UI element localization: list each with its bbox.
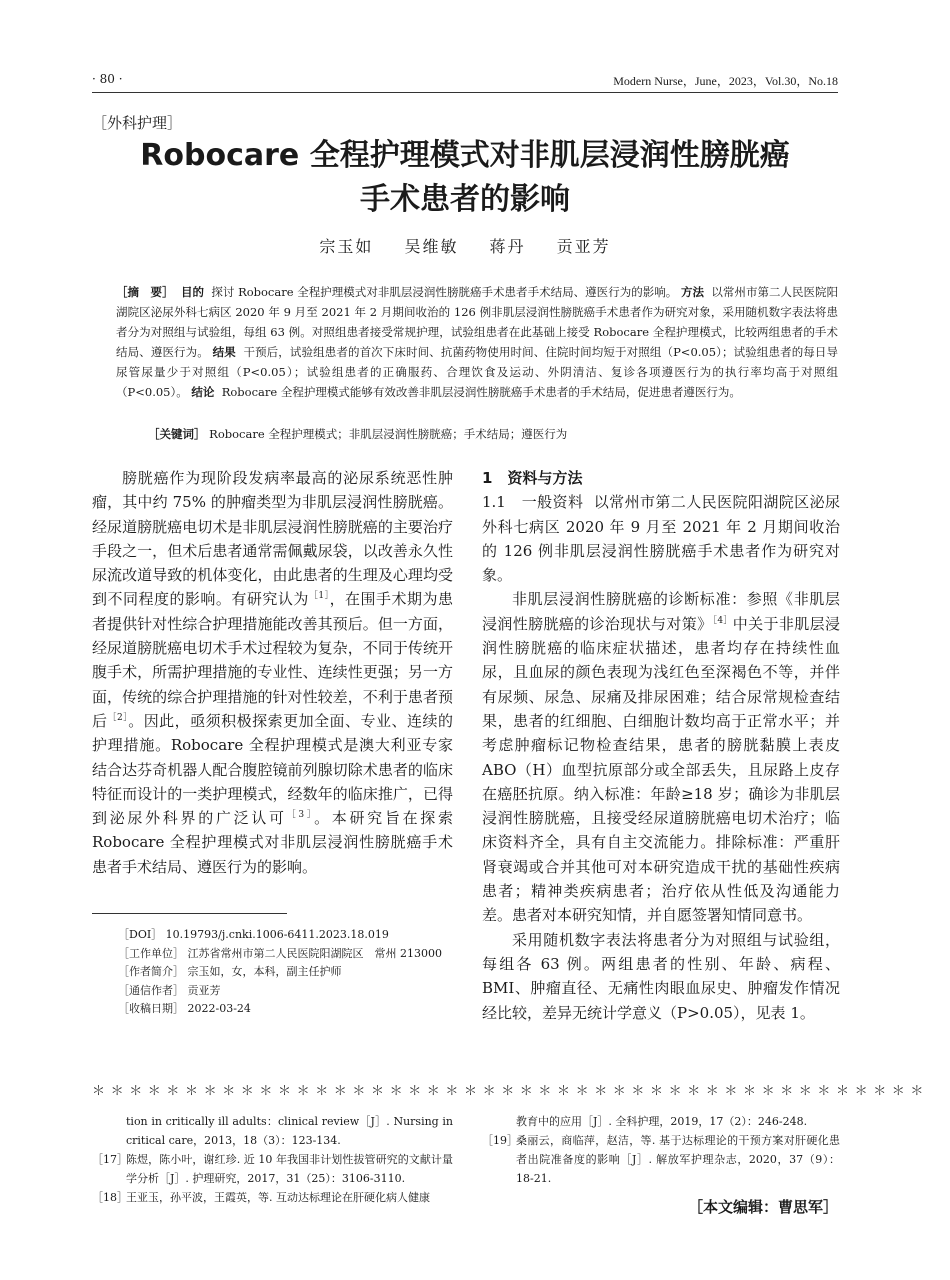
intro-paragraph: 膀胱癌作为现阶段发病率最高的泌尿系统恶性肿瘤，其中约 75% 的肿瘤类型为非肌层浸润性膀胱癌。经尿道膀胱癌电切术是非肌层浸润性膀胱癌的主要治疗手段之一，但术后患者通常需佩戴尿袋，以改善永久性尿流改道导致的机体变化，由此患者的生理及心理均受到不同程度的影响。有研究认为$^{[1]}$，在围手术期为患者提供针对性综合护理措施能改善其预后。但一方面，经尿道膀胱癌电切术手术过程较为复杂，不同于传统开腹手术，所需护理措施的专业性、连续性更强；另一方面，传统的综合护理措施的针对性较差，不利于患者预后$^{[2]}$。因此，亟须积极探索更加全面、专业、连续的护理措施。Robocare 全程护理模式是澳大利亚专家结合达芬奇机器人配合腹腔镜前列腺切除术患者的临床特征而设计的一类护理模式，经数年的临床推广，已得到泌尿外科界的广泛认可$^{[3]}$。本研究旨在探索 Robocare 全程护理模式对非肌层浸润性膀胱癌手术患者手术结局、遵医行为的影响。 xyxy=(92,469,453,876)
diagnosis-paragraph: 非肌层浸润性膀胱癌的诊断标准：参照《非肌层浸润性膀胱癌的诊治现状与对策》$^{[4]}$中关于非肌层浸润性膀胱癌的临床症状描述，患者均存在持续性血尿，且血尿的颜色表现为浅红色至深褐色不等，并伴有尿频、尿急、尿痛及排尿困难；结合尿常规检查结果，患者的红细胞、白细胞计数均高于正常水平；并考虑肿瘤标记物检查结果，患者的膀胱黏膜上表皮 ABO（H）血型抗原部分或全部丢失，且尿路上皮存在癌胚抗原。纳入标准：年龄≥18 岁；确诊为非肌层浸润性膀胱癌，且接受经尿道膀胱癌电切术治疗；临床资料齐全，具有自主交流能力。排除标准：严重肝肾衰竭或合并其他可对本研究造成干扰的基础性疾病患者；精神类疾病患者；治疗依从性低及沟通能力差。患者对本研究知情，并自愿签署知情同意书。 xyxy=(482,590,840,925)
references-left xyxy=(92,1112,453,1207)
reference-17: ［17］ 陈煜，陈小叶，谢红珍. 近 10 年我国非计划性拔管研究的文献计量学分析［J］. 护理研究，2017，31（25）：3106-3110. xyxy=(92,1153,453,1185)
doi[interactable]: ［DOI］ 10.19793/j.cnki.1006-6411.2023.18.019 xyxy=(118,928,389,941)
citation-3[interactable]: ［3］ xyxy=(286,810,315,821)
reference-continuation: 教育中的应用［J］. 全科护理，2019，17（2）：246-248. xyxy=(516,1115,808,1128)
objective-text: 探讨 Robocare 全程护理模式对非肌层浸润性膀胱癌手术患者手术结局、遵医行为的影响。 xyxy=(211,285,678,299)
title-line-2: 手术患者的影响 xyxy=(360,182,570,217)
section-tag: ［外科护理］ xyxy=(92,114,183,132)
author: 贡亚芳 xyxy=(556,237,611,256)
methods-label: 方法 xyxy=(680,285,705,299)
abstract-label: ［摘 要］ xyxy=(116,285,174,299)
subsection-label: 1.1 一般资料 xyxy=(482,493,584,512)
received-date: ［收稿日期］ 2022-03-24 xyxy=(118,1002,251,1015)
author: 宗玉如 xyxy=(319,237,374,256)
body-right-column xyxy=(482,466,840,1025)
editor-credit: ［本文编辑：曹思军］ xyxy=(687,1198,838,1216)
article-title xyxy=(92,134,838,222)
author: 蒋丹 xyxy=(489,237,526,256)
methods-text: 以常州市第二人民医院阳湖院区泌尿外科七病区 2020 年 9 月至 2021 年 2 月期间收治的 126 例非肌层浸润性膀胱癌手术患者作为研究对象，采用随机数字表法将患者分为对照组与试验组，每组 63 例。对照组患者接受常规护理，试验组患者在此基础上接受 Robocare 全程护理模式，比较两组患者的手术结局、遵医行为。 xyxy=(116,285,839,359)
conclusion-text: Robocare 全程护理模式能够有效改善非肌层浸润性膀胱癌手术患者的手术结局，促进患者遵医行为。 xyxy=(221,385,741,399)
author-intro: ［作者简介］ 宗玉如，女，本科，副主任护师 xyxy=(118,965,342,978)
affiliation: ［工作单位］ 江苏省常州市第二人民医院阳湖院区 常州 213000 xyxy=(118,946,442,960)
title-line-1: Robocare 全程护理模式对非肌层浸润性膀胱癌 xyxy=(140,138,790,173)
citation-1[interactable]: ［1］ xyxy=(308,591,330,602)
reference-19: ［19］ 桑丽云，商临萍，赵洁，等. 基于达标理论的干预方案对肝硬化患者出院准备度的影响［J］. 解放军护理杂志，2020，37（9）：18-21. xyxy=(482,1134,840,1185)
author-list xyxy=(92,234,838,257)
citation-4[interactable]: ［4］ xyxy=(712,615,733,626)
body-left-column xyxy=(92,466,453,879)
keywords-label: ［关键词］ xyxy=(148,427,206,441)
results-text: 干预后，试验组患者的首次下床时间、抗菌药物使用时间、住院时间均短于对照组（P<0.05）；试验组患者的每日导尿管尿量少于对照组（P<0.05）；试验组患者的正确服药、合理饮食及运动、外阴清洁、复诊各项遵医行为的执行率均高于对照组（P<0.05）。 xyxy=(116,345,839,399)
reference-continuation: tion in critically ill adults：clinical review［J］. Nursing in critical care，2013，18（3）：123-134. xyxy=(126,1115,453,1147)
running-head xyxy=(92,70,838,90)
header-rule xyxy=(92,92,838,93)
results-label: 结果 xyxy=(212,345,236,359)
footnote-rule xyxy=(92,913,287,914)
subsection-general: 1.1 一般资料 以常州市第二人民医院阳湖院区泌尿外科七病区 2020 年 9 月至 2021 年 2 月期间收治的 126 例非肌层浸润性膀胱癌手术患者作为研究对象。 xyxy=(482,493,840,585)
objective-label: 目的 xyxy=(180,285,204,299)
grouping-paragraph: 采用随机数字表法将患者分为对照组与试验组，每组各 63 例。两组患者的性别、年龄、病程、BMI、肿瘤直径、无痛性肉眼血尿史、肿瘤发作情况经比较，差异无统计学意义（P>0.05），见表 1。 xyxy=(482,930,840,1022)
journal-citation: Modern Nurse，June，2023，Vol.30，No.18 xyxy=(613,74,838,88)
author: 吴维敏 xyxy=(404,237,459,256)
page-number: · 80 · xyxy=(92,72,123,86)
citation-2[interactable]: ［2］ xyxy=(107,712,129,723)
abstract xyxy=(116,282,838,402)
corresponding-author: ［通信作者］ 贡亚芳 xyxy=(118,983,221,997)
conclusion-label: 结论 xyxy=(191,385,215,399)
keywords-text: Robocare 全程护理模式；非肌层浸润性膀胱癌；手术结局；遵医行为 xyxy=(209,427,568,441)
section-heading: 1 资料与方法 xyxy=(482,469,583,487)
keywords xyxy=(148,424,838,444)
star-separator: ＊＊＊＊＊＊＊＊＊＊＊＊＊＊＊＊＊＊＊＊＊＊＊＊＊＊＊＊＊＊＊＊＊＊＊＊＊＊＊＊＊＊＊＊＊ xyxy=(92,1084,930,1099)
article-footnotes xyxy=(118,926,453,1019)
reference-18: ［18］ 王亚玉，孙平波，王霞英，等. 互动达标理论在肝硬化病人健康 xyxy=(92,1191,430,1204)
references-right xyxy=(482,1112,840,1188)
